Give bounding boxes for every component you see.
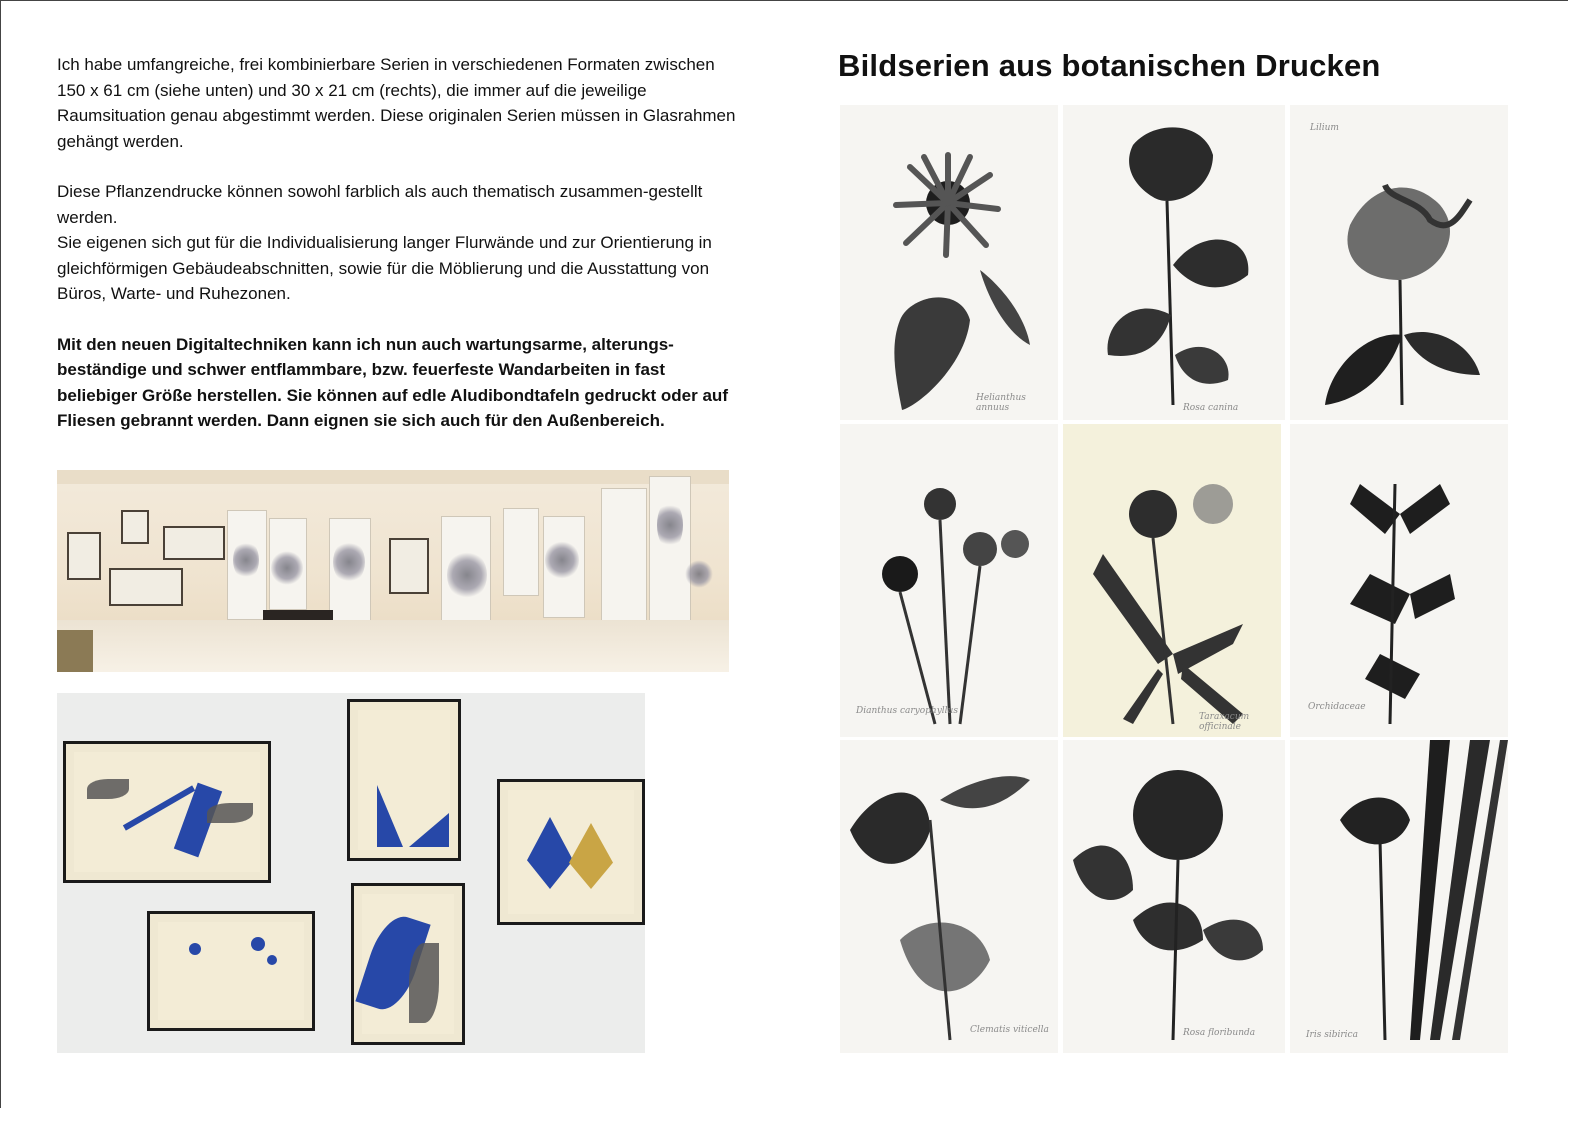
paragraph-digital: Mit den neuen Digitaltechniken kann ich nun auch wartungsarme, alterungs-beständige und schwer entflammbare, bzw. feuerfeste Wandarbeiten in fast beliebiger Größe herstellen. Sie können auf edle Aludibondtafeln gedruckt oder auf Fliesen gebrannt werden. Dann eignen sie sich auch für den Außenbereich. (57, 334, 728, 430)
paragraph-usage: Sie eigenen sich gut für die Individualisierung langer Flurwände und zur Orientierung in gleichförmigen Gebäudeabschnitten, sowie für die Möblierung und die Ausstattung von Büros, Warte- und Ruhezonen. (57, 233, 712, 303)
print-lily: Lilium (1290, 105, 1508, 420)
print-dandelion: Taraxacum officinale (1063, 424, 1281, 737)
print-sunflower: Helianthus annuus (840, 105, 1058, 420)
print-clematis: Clematis viticella (840, 740, 1058, 1053)
paragraph-themes: Diese Pflanzendrucke können sowohl farblich als auch thematisch zusammen-gestellt werden. (57, 182, 703, 227)
print-carnation: Dianthus caryophyllus (840, 424, 1058, 737)
print-orchid: Orchidaceae (1290, 424, 1508, 737)
intro-text (57, 52, 747, 459)
print-iris: Iris sibirica (1290, 740, 1508, 1053)
page-title: Bildserien aus botanischen Drucken (838, 48, 1381, 83)
framed-blue-prints-photo (57, 693, 645, 1053)
paragraph-formats: Ich habe umfangreiche, frei kombinierbare Serien in verschiedenen Formaten zwischen 150 x 61 cm (siehe unten) und 30 x 21 cm (rechts), die immer auf die jeweilige Raumsituation genau abgestimmt werden. Diese originalen Serien müssen in Glasrahmen gehängt werden. (57, 55, 736, 151)
exhibition-hall-photo (57, 470, 729, 672)
print-rose: Rosa canina (1063, 105, 1285, 420)
print-peony: Rosa floribunda (1063, 740, 1285, 1053)
